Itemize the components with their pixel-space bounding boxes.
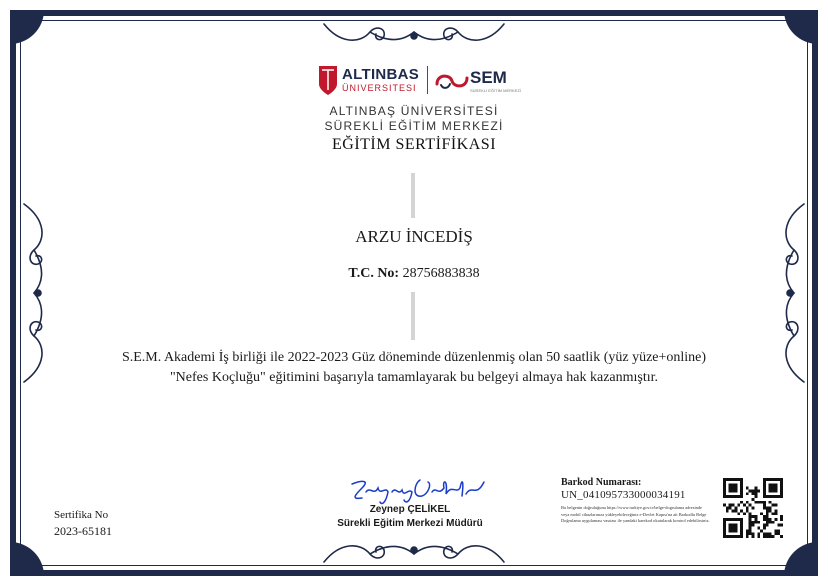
national-id-value: 28756883838 (402, 266, 480, 281)
recipient-name: ARZU İNCEDİŞ (355, 227, 473, 246)
barcode-verification-note: Bu belgenin doğruluğunu https://www.turkiye.gov.tr/belge-dogrulama adresinde veya mobil cihazlarınıza yükleyebileceğiniz e-Devlet Kapısı'na ait Barkodlu Belge Doğrulama uygulaması vasıtası ile yandaki karekod okutularak kontrol edebilirsiniz. (561, 505, 710, 524)
institution-logo (318, 64, 521, 98)
achievement-text-line1: S.E.M. Akademi İş birliği ile 2022-2023 Güz döneminde düzenlenmiş olan 50 saatlik (yüz yüze+online) (121, 350, 707, 365)
sem-tagline: SÜREKLİ EĞİTİM MERKEZİ (470, 88, 521, 93)
university-shield-icon (318, 64, 338, 96)
signer-name: Zeynep ÇELİKEL (369, 504, 451, 515)
national-id-row (0, 266, 828, 282)
barcode-label: Barkod Numarası: (561, 477, 642, 488)
brand-subtitle: ÜNIVERSITESI (342, 83, 417, 93)
signer-title: Sürekli Eğitim Merkezi Müdürü (337, 518, 483, 529)
barcode-value: UN_041095733000034191 (561, 489, 686, 501)
divider-line-top (411, 173, 415, 218)
certificate-number-label: Sertifika No (54, 509, 109, 521)
divider-line-bottom (411, 292, 415, 340)
logo-divider (427, 66, 428, 94)
national-id-label: T.C. No: (348, 266, 400, 281)
sem-swirl-icon (434, 70, 470, 92)
bottom-flourish-ornament (320, 540, 508, 566)
qr-code-icon[interactable] (723, 478, 783, 538)
top-flourish-ornament (320, 20, 508, 46)
institution-name-line1: ALTINBAŞ ÜNİVERSİTESİ (329, 104, 499, 118)
certificate-title: EĞİTİM SERTİFİKASI (331, 136, 497, 153)
institution-name-line2: SÜREKLİ EĞİTİM MERKEZİ (324, 119, 504, 133)
sem-name: SEM (470, 68, 507, 87)
brand-name: ALTINBAS (342, 66, 420, 83)
achievement-text-line2: "Nefes Koçluğu" eğitimini başarıyla tamamlayarak bu belgeyi almaya hak kazanmıştır. (169, 370, 659, 385)
certificate-number-value: 2023-65181 (54, 524, 112, 538)
